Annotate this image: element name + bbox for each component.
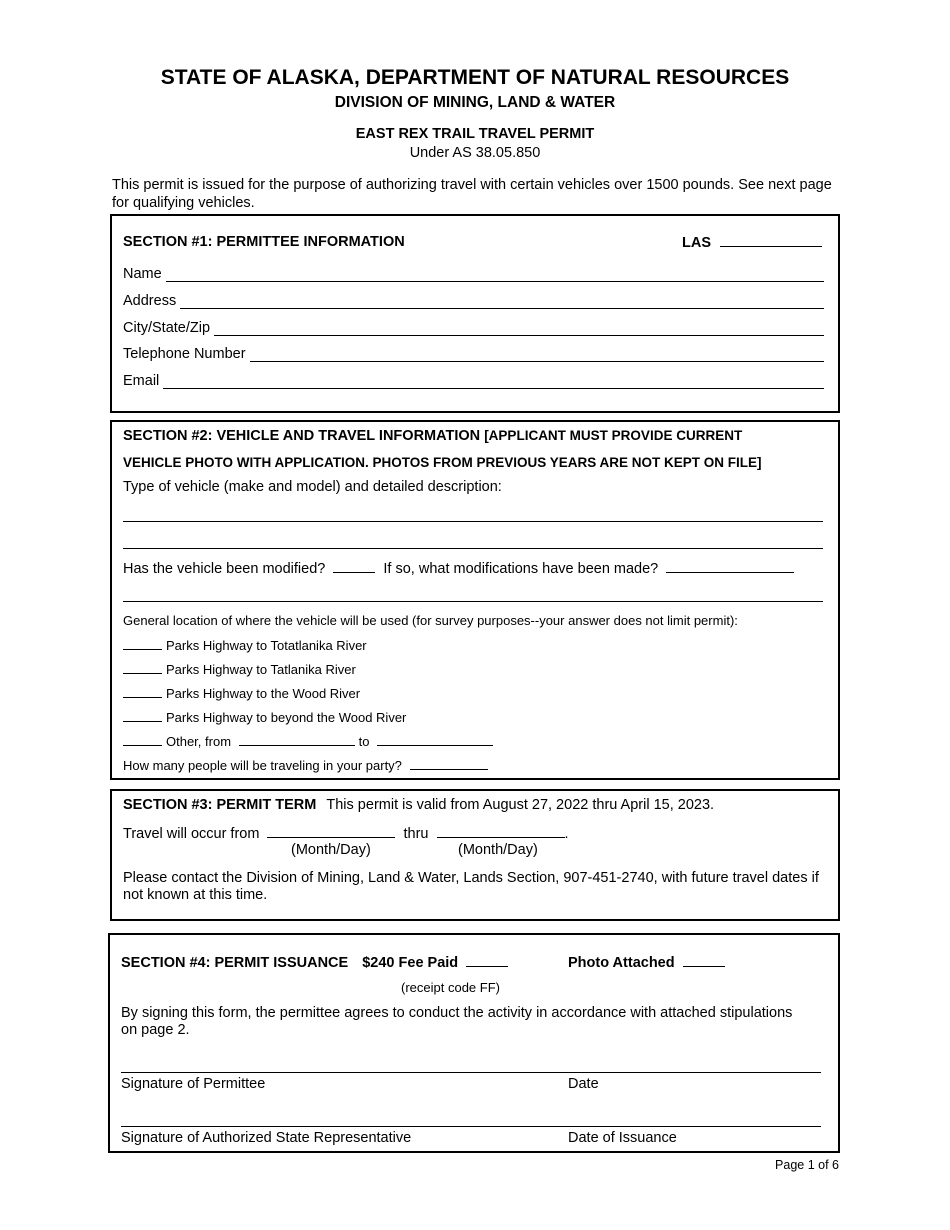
party-size-line[interactable] (410, 757, 488, 770)
location-check-line[interactable] (123, 733, 162, 746)
email-field[interactable] (123, 373, 824, 389)
section-1-permittee-information (110, 214, 840, 413)
other-to-line[interactable] (377, 733, 493, 746)
page-number: Page 1 of 6 (775, 1158, 839, 1172)
intro-paragraph: This permit is issued for the purpose of authorizing travel with certain vehicles over 1500 pounds. See next page for qualifying vehicles. (112, 177, 832, 211)
month-day-hint-from: (Month/Day) (291, 842, 371, 858)
modified-question: Has the vehicle been modified? (123, 561, 326, 577)
party-size-question: How many people will be traveling in your party? (123, 758, 402, 773)
photo-requirement-note-2: VEHICLE PHOTO WITH APPLICATION. PHOTOS FROM PREVIOUS YEARS ARE NOT KEPT ON FILE] (123, 455, 762, 470)
section-3-heading (123, 797, 714, 813)
location-option-label: Parks Highway to beyond the Wood River (166, 710, 407, 725)
agency-title: STATE OF ALASKA, DEPARTMENT OF NATURAL RESOURCES (160, 66, 790, 89)
photo-requirement-note-1: [APPLICANT MUST PROVIDE CURRENT (484, 428, 743, 443)
section-4-permit-issuance (108, 933, 840, 1153)
name-line[interactable] (166, 267, 824, 282)
travel-dates-row (123, 825, 569, 842)
city-state-zip-field[interactable] (123, 320, 824, 336)
city-state-zip-line[interactable] (214, 321, 824, 336)
location-option-label: Parks Highway to Totatlanika River (166, 638, 367, 653)
other-from-label: Other, from (166, 734, 232, 749)
location-check-line[interactable] (123, 661, 162, 674)
name-field[interactable] (123, 266, 824, 282)
las-line[interactable] (720, 234, 822, 247)
period: . (564, 826, 569, 842)
telephone-line[interactable] (250, 347, 824, 362)
location-option-label: Parks Highway to the Wood River (166, 686, 361, 701)
fee-paid-label: $240 Fee Paid (362, 955, 459, 971)
section-4-heading (121, 954, 508, 971)
address-line[interactable] (180, 294, 824, 309)
section-2-title: SECTION #2: VEHICLE AND TRAVEL INFORMATION (123, 428, 481, 444)
email-label: Email (123, 373, 160, 389)
section-4-title: SECTION #4: PERMIT ISSUANCE (121, 955, 349, 971)
address-label: Address (123, 293, 177, 309)
division-title: DIVISION OF MINING, LAND & WATER (334, 94, 616, 111)
vehicle-type-label: Type of vehicle (make and model) and detailed description: (123, 479, 502, 495)
email-line[interactable] (163, 374, 824, 389)
permittee-date-label: Date (568, 1076, 599, 1092)
fee-paid-line[interactable] (466, 954, 508, 967)
name-label: Name (123, 266, 162, 282)
modifications-answer-line[interactable] (666, 560, 794, 573)
las-label: LAS (682, 235, 711, 251)
photo-attached-label: Photo Attached (568, 955, 675, 971)
modifications-line-2[interactable] (123, 601, 823, 602)
location-option-tatlanika[interactable] (123, 661, 356, 677)
thru-label: thru (403, 826, 429, 842)
month-day-hint-thru: (Month/Day) (458, 842, 538, 858)
address-field[interactable] (123, 293, 824, 309)
contact-instructions: Please contact the Division of Mining, Land & Water, Lands Section, 907-451-2740, with future travel dates if not known at this time. (123, 870, 819, 903)
location-check-line[interactable] (123, 685, 162, 698)
photo-attached-line[interactable] (683, 954, 725, 967)
receipt-code: (receipt code FF) (401, 980, 500, 995)
modifications-question: If so, what modifications have been made? (383, 561, 659, 577)
location-option-beyond-wood-river[interactable] (123, 709, 406, 725)
section-2-vehicle-travel-information (110, 420, 840, 780)
state-representative-signature-label: Signature of Authorized State Representative (121, 1130, 412, 1146)
city-state-zip-label: City/State/Zip (123, 320, 211, 336)
location-option-label: Parks Highway to Tatlanika River (166, 662, 356, 677)
travel-thru-line[interactable] (437, 825, 565, 838)
statute-subtitle: Under AS 38.05.850 (409, 145, 541, 161)
travel-from-label: Travel will occur from (123, 826, 260, 842)
state-representative-signature-line[interactable] (121, 1126, 821, 1127)
travel-from-line[interactable] (267, 825, 395, 838)
section-3-permit-term (110, 789, 840, 921)
permittee-signature-line[interactable] (121, 1072, 821, 1073)
other-to-label: to (358, 734, 370, 749)
location-question: General location of where the vehicle will be used (for survey purposes--your answer does not limit permit): (123, 613, 738, 628)
permittee-signature-label: Signature of Permittee (121, 1076, 266, 1092)
section-2-heading (123, 428, 742, 444)
permit-title: EAST REX TRAIL TRAVEL PERMIT (355, 126, 595, 142)
date-of-issuance-label: Date of Issuance (568, 1130, 677, 1146)
las-field[interactable] (682, 234, 822, 251)
section-1-title: SECTION #1: PERMITTEE INFORMATION (123, 234, 405, 250)
section-3-title: SECTION #3: PERMIT TERM (123, 797, 317, 813)
permit-validity: This permit is valid from August 27, 2022 thru April 15, 2023. (326, 797, 715, 813)
location-check-line[interactable] (123, 637, 162, 650)
photo-attached-field (568, 954, 725, 971)
modified-answer-line[interactable] (333, 560, 375, 573)
vehicle-description-line-2[interactable] (123, 548, 823, 549)
location-option-wood-river[interactable] (123, 685, 360, 701)
location-option-totatlanika[interactable] (123, 637, 367, 653)
telephone-field[interactable] (123, 346, 824, 362)
vehicle-description-line-1[interactable] (123, 521, 823, 522)
modified-question-row (123, 560, 794, 577)
other-from-line[interactable] (239, 733, 355, 746)
location-check-line[interactable] (123, 709, 162, 722)
location-option-other[interactable] (123, 733, 493, 749)
telephone-label: Telephone Number (123, 346, 246, 362)
party-size-row (123, 757, 488, 773)
signature-agreement: By signing this form, the permittee agrees to conduct the activity in accordance with attached stipulations on page 2. (121, 1005, 793, 1038)
